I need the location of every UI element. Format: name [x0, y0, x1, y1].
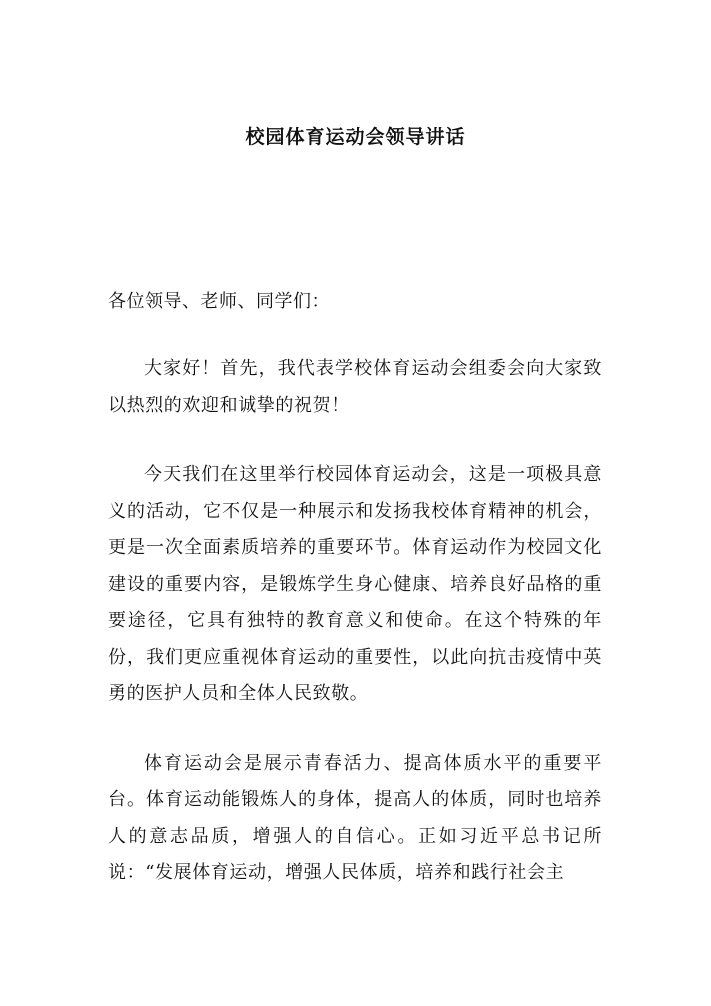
greeting-line: 各位领导、老师、同学们： — [108, 291, 330, 312]
paragraph-3: 体育运动会是展示青春活力、提高体质水平的重要平台。体育运动能锻炼人的身体，提高人的体质，同时也培养人的意志品质，增强人的自信心。正如习近平总书记所说：“发展体育运动，增强人民体质，培养和践行社会主 — [108, 752, 602, 883]
document-body — [108, 285, 602, 925]
paragraph-1: 大家好！首先，我代表学校体育运动会组委会向大家致以热烈的欢迎和诚挚的祝贺！ — [108, 358, 602, 416]
document-title: 校园体育运动会领导讲话 — [245, 126, 466, 148]
paragraph-2: 今天我们在这里举行校园体育运动会，这是一项极具意义的活动，它不仅是一种展示和发扬我校体育精神的机会，更是一次全面素质培养的重要环节。体育运动作为校园文化建设的重要内容，是锻炼学生身心健康、培养良好品格的重要途径，它具有独特的教育意义和使命。在这个特殊的年份，我们更应重视体育运动的重要性，以此向抗击疫情中英勇的医护人员和全体人民致敬。 — [108, 464, 602, 704]
